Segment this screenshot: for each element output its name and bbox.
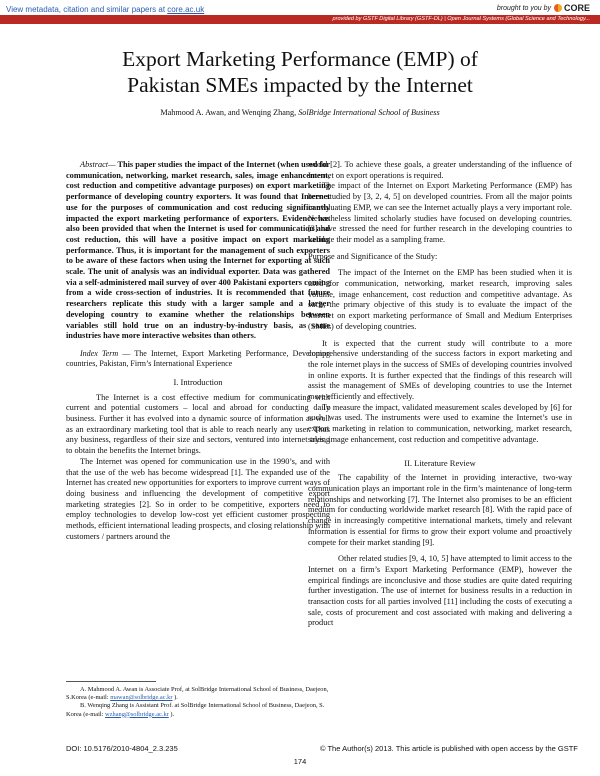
body-paragraph: To measure the impact, validated measurement scales developed by [6] for such, was used. The instruments were used to examine the Internet’s use in export marketing in relation to communication, networking, market research, sales, image enhancement, cost reduction and competitive advantage. — [308, 402, 572, 444]
footnote-rule — [66, 681, 156, 682]
footnote-2: B. Wenqing Zhang is Assistant Prof. at SolBridge International School of Business, Daejeon, S. Korea (e-mail: wzhang@solbridge.ac.kr ). — [66, 702, 325, 718]
brought-by-label: brought to you by — [496, 4, 551, 12]
core-banner — [0, 0, 600, 28]
core-logo[interactable]: CORE — [554, 3, 590, 13]
intro-paragraph: The Internet was opened for communication use in the 1990’s, and with that the use of the web has become widespread [1]. The expanded use of the Internet has created new opportunities for exporters to improve current ways of doing business and influencing the development of competitive export marketing strategies [2]. So in order to be competitive, exporters need to employ technologies to develop low-cost yet efficient customer prospecting methods, efficient international leading prospects, and closing relationship with customers / partners around the — [66, 456, 330, 541]
copyright: © The Author(s) 2013. This article is published with open access by the GSTF — [320, 744, 578, 753]
footnotes — [66, 686, 330, 719]
affiliation: SolBridge International School of Business — [298, 108, 440, 117]
body-paragraph: world [2]. To achieve these goals, a greater understanding of the influence of Internet on export operations is required. — [308, 160, 572, 180]
footnote-1: A. Mahmood A. Awan is Associate Prof, at SolBridge International School of Business, Daejeon, S.Korea (e-mail: mawan@solbridge.ac.kr ). — [66, 686, 329, 702]
email-link[interactable]: mawan@solbridge.ac.kr — [110, 694, 173, 702]
core-link[interactable]: core.ac.uk — [167, 5, 205, 14]
brought-by — [497, 3, 590, 13]
literature-heading: II. Literature Review — [404, 457, 476, 468]
core-logo-icon — [554, 4, 562, 12]
left-column — [66, 160, 330, 543]
body-paragraph: The impact of the Internet on Export Marketing Performance (EMP) has been studied by [3, 2, 4, 5] on developed countries. From all the major points in evaluating EMP, we can see the Internet actually plays a very important role. Nevertheless limited scholarly studies have focused on developing countries. [3] have stressed the need for further research in the developing countries to validate their model as a sampling frame. — [308, 181, 572, 244]
body-paragraph: Other related studies [9, 4, 10, 5] have attempted to limit access to the Internet on a firm’s Export Marketing Performance (EMP), however the empirical findings are inconclusive and those studies are quite dated requiring further investigation. The use of internet for business results in a reduction in transaction costs for all parties involved [11] including the costs of executing a sale, costs of procurement and cost associated with making and delivering a product — [308, 554, 572, 628]
body-paragraph: It is expected that the current study will contribute to a more comprehensive understanding of the success factors in export marketing and the role internet plays in the success of SMEs of developing countries involved in online exports. It is further expected that the findings of this research will assist the management of SMEs of developing countries to use the Internet more efficiently and effectively. — [308, 338, 572, 402]
abstract: Abstract— This paper studies the impact of the Internet (when used for communication, networking, market research, sales, image enhancement, cost reduction and competitive advantage purposes) on export marketing performance of developing country exporters. It was found that Internet use for the purposes of communication and cost reducing significantly impacted the export marketing performance of exporters. Evidence has also been provided that when the Internet is used for communication and cost reduction, this will have a positive impact on export marketing performance. Thus, it is important for the management of such exporters to be aware of these factors when using the Internet for exporting at such scale. The unit of analysis was an individual exporter. Data was gathered via a self-administered mail survey of over 400 Pakistani exporters coming from a wide cross-section of industries. It is recommended that future researchers replicate this study with a larger sample and a larger developing country to examine whether the relationships between variables still hold true on an industry-by-industry basis, as some industries have more interactive websites than others. — [66, 160, 330, 341]
provider-text: provided by GSTF Digital Library (GSTF-DL) | Open Journal Systems (Global Science and Technology... — [332, 16, 590, 22]
intro-paragraph: The Internet is a cost effective medium for communicating with current and potential customers – local and abroad for conducting daily business. Further it has evolved into a dynamic source of information as well as an extraordinary marketing tool that is able to reach nearly any user. Thus any business, regardless of their size and sectors, ventured into internet trying to obtain the benefits the Internet brings. — [66, 392, 330, 456]
right-column — [308, 160, 572, 629]
page-number: 174 — [293, 757, 307, 766]
doi: DOI: 10.5176/2010-4804_2.3.235 — [66, 744, 178, 753]
intro-heading: I. Introduction — [173, 376, 223, 387]
core-metadata-link[interactable]: View metadata, citation and similar papers at core.ac.uk — [6, 5, 205, 14]
body-paragraph: The capability of the Internet in providing interactive, two-way communication plays an important role in the firm’s maintenance of long-term relationships and networking [7]. The Internet also promises to be an efficient medium for conducting worldwide market research [8]. With the rapid pace of change in increasingly competitive international markets, timely and relevant information is essential for firms to grow their export volume and proactively compete for their market standing [9]. — [308, 473, 572, 547]
paper-title: Export Marketing Performance (EMP) of Pakistan SMEs impacted by the Internet — [122, 47, 478, 97]
authors: Mahmood A. Awan, and Wenqing Zhang, SolBridge International School of Business — [160, 108, 440, 117]
provider-bar — [0, 15, 600, 24]
index-terms: Index Term — The Internet, Export Marketing Performance, Developing countries, Pakistan, Firm’s International Experience — [66, 348, 330, 369]
body-paragraph: The impact of the Internet on the EMP has been studied when it is used for communication, networking, market research, improving sales volume, image enhancement, cost reduction and competitive advantage. As such, the primary objective of this study is to evaluate the impact of the Internet on export marketing performance of Small and Medium Enterprises (SMEs) of developing countries. — [308, 268, 572, 331]
email-link[interactable]: wzhang@solbridge.ac.kr — [105, 710, 169, 718]
purpose-heading: Purpose and Significance of the Study: — [308, 251, 438, 261]
